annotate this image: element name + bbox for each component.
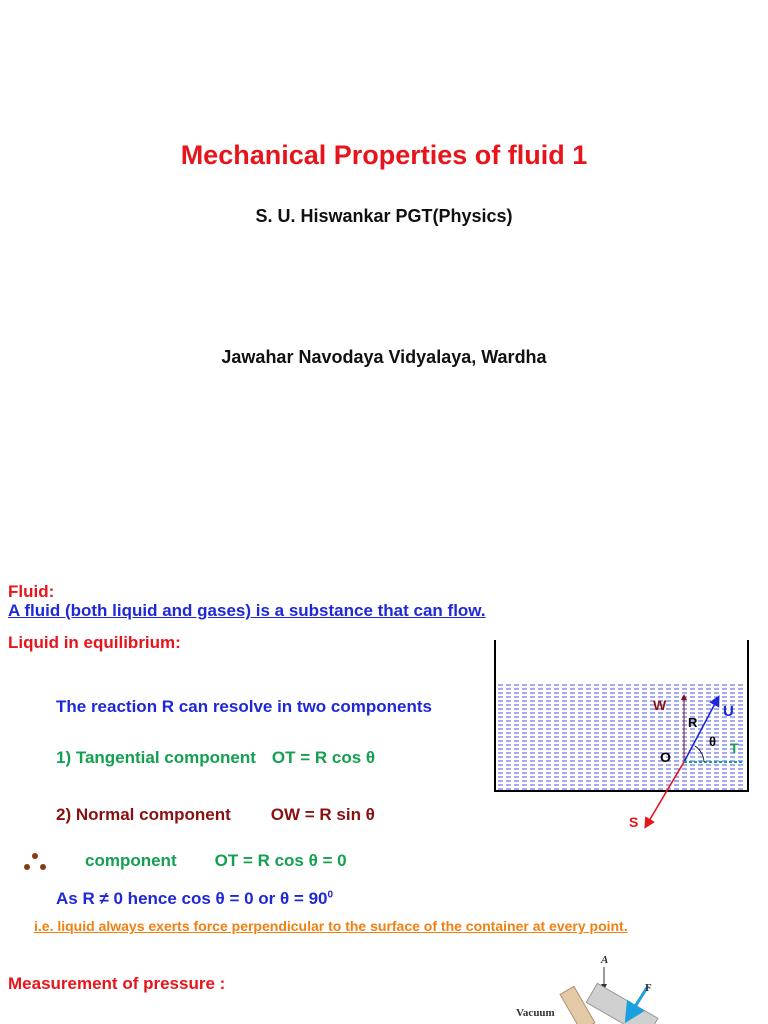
normal-label: 2) Normal component [56,805,231,824]
tangential-label: 1) Tangential component [56,748,256,767]
reaction-text: The reaction R can resolve in two components [56,697,432,716]
normal-formula: OW = R sin θ [270,805,375,824]
pressure-device-diagram [470,946,710,1024]
fluid-definition: A fluid (both liquid and gases) is a substance that can flow. [8,601,486,620]
as-r-line [56,889,333,909]
label-theta: θ [709,734,717,749]
label-o: O [660,749,671,765]
component-label: component [85,851,177,870]
measurement-heading: Measurement of pressure : [8,974,226,993]
conclusion-line: i.e. liquid always exerts force perpendicular to the surface of the container at every point. [34,918,628,934]
label-f: F [645,982,652,994]
label-a: A [601,954,609,966]
as-r-text: As R ≠ 0 hence cos θ = 0 or θ = 90 [56,889,328,908]
label-t: T [730,740,739,756]
author-line: S. U. Hiswankar PGT(Physics) [255,206,513,226]
component-line [85,851,347,871]
label-s: S [629,814,639,830]
therefore-icon [22,851,48,873]
component-formula: OT = R cos θ = 0 [214,851,347,870]
label-w: W [653,697,667,713]
degree-superscript: 0 [327,889,334,901]
school-line: Jawahar Navodaya Vidyalaya, Wardha [221,347,547,367]
tangential-formula: OT = R cos θ [271,748,376,767]
label-r: R [688,715,698,730]
fluid-heading: Fluid: [8,582,55,601]
container-diagram [490,636,752,836]
label-vacuum: Vacuum [516,1007,555,1019]
liquid-region [497,684,745,790]
tangential-component-line [56,748,375,768]
normal-component-line [56,805,375,825]
slide-title: Mechanical Properties of fluid 1 [180,140,588,170]
label-u: U [723,703,734,720]
liquid-equilibrium-heading: Liquid in equilibrium: [8,633,181,652]
spring-housing [560,986,595,1024]
